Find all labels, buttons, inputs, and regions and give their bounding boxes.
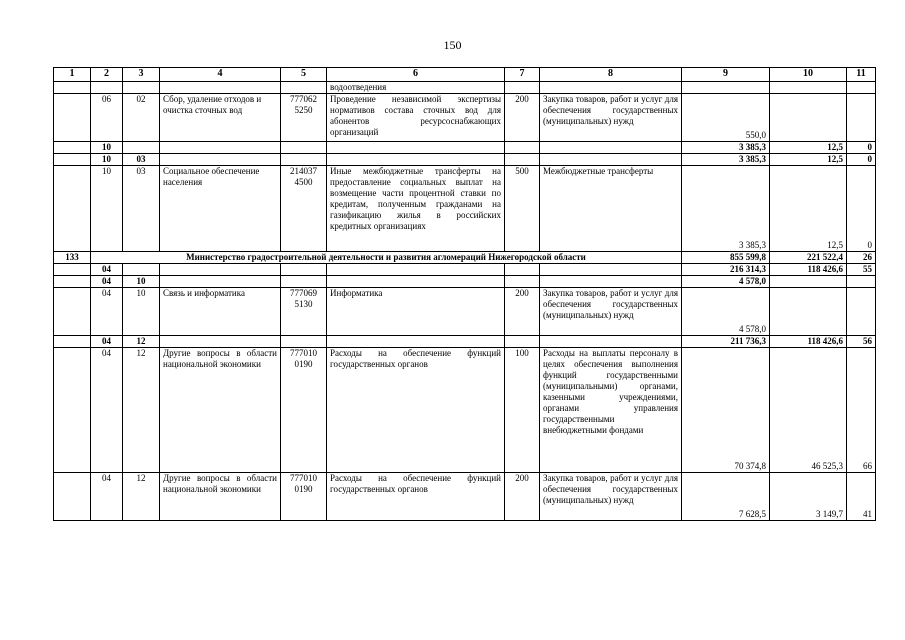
page-number: 150 <box>443 38 462 52</box>
col-header: 4 <box>160 68 281 82</box>
cell: 200 <box>505 94 540 142</box>
cell: Проведение независимой экспертизы нормативов состава сточных вод для абонентов ресурсоснабжающих организаций <box>327 94 505 142</box>
table-row <box>54 473 876 521</box>
col-header: 9 <box>682 68 770 82</box>
cell: 70 374,8 <box>682 348 770 473</box>
col-header: 7 <box>505 68 540 82</box>
cell: 3 385,3 <box>682 154 770 166</box>
cell: 118 426,6 <box>770 264 847 276</box>
cell: Социальное обеспечение населения <box>160 166 281 252</box>
cell: Связь и информатика <box>160 288 281 336</box>
table-row <box>54 82 876 94</box>
cell: 10 <box>91 166 123 252</box>
cell: 777010 0190 <box>281 348 327 473</box>
cell: 03 <box>123 166 160 252</box>
cell: 777069 5130 <box>281 288 327 336</box>
cell: 12,5 <box>770 142 847 154</box>
cell: 3 149,7 <box>770 473 847 521</box>
cell: 200 <box>505 288 540 336</box>
cell: 200 <box>505 473 540 521</box>
cell: 3 385,3 <box>682 142 770 154</box>
cell: водоотведения <box>327 82 505 94</box>
cell: 500 <box>505 166 540 252</box>
table-row <box>54 142 876 154</box>
cell: 214037 4500 <box>281 166 327 252</box>
header-row <box>54 68 876 82</box>
col-header: 11 <box>847 68 876 82</box>
table-row <box>54 166 876 252</box>
cell: Закупка товаров, работ и услуг для обеспечения государственных (муниципальных) нужд <box>540 94 682 142</box>
cell: 04 <box>91 276 123 288</box>
cell: 10 <box>123 276 160 288</box>
col-header: 5 <box>281 68 327 82</box>
table-row <box>54 154 876 166</box>
table-row <box>54 264 876 276</box>
cell: 12 <box>123 473 160 521</box>
cell: 10 <box>123 288 160 336</box>
cell: 0 <box>847 154 876 166</box>
cell: 4 578,0 <box>682 276 770 288</box>
cell: 55 <box>847 264 876 276</box>
cell: 0 <box>847 142 876 154</box>
cell: 41 <box>847 473 876 521</box>
cell: 10 <box>91 142 123 154</box>
cell: 216 314,3 <box>682 264 770 276</box>
cell: 12,5 <box>770 166 847 252</box>
col-header: 3 <box>123 68 160 82</box>
table-row <box>54 252 876 264</box>
cell: 221 522,4 <box>770 252 847 264</box>
cell: 12 <box>123 348 160 473</box>
table-row <box>54 348 876 473</box>
table-row <box>54 276 876 288</box>
cell: 04 <box>91 473 123 521</box>
cell: 118 426,6 <box>770 336 847 348</box>
cell: 03 <box>123 154 160 166</box>
col-header: 1 <box>54 68 91 82</box>
cell: 855 599,8 <box>682 252 770 264</box>
cell: 211 736,3 <box>682 336 770 348</box>
cell: Межбюджетные трансферты <box>540 166 682 252</box>
cell: 0 <box>847 166 876 252</box>
cell: 04 <box>91 264 123 276</box>
cell: 04 <box>91 348 123 473</box>
table-row <box>54 94 876 142</box>
cell: 100 <box>505 348 540 473</box>
cell: 3 385,3 <box>682 166 770 252</box>
cell: 777062 5250 <box>281 94 327 142</box>
col-header: 8 <box>540 68 682 82</box>
cell: 777010 0190 <box>281 473 327 521</box>
cell: Иные межбюджетные трансферты на предоставление социальных выплат на возмещение части процентной ставки по кредитам, полученным гражданами на газификацию жилья в российских кредитных организациях <box>327 166 505 252</box>
cell: Закупка товаров, работ и услуг для обеспечения государственных (муниципальных) нужд <box>540 288 682 336</box>
cell: 56 <box>847 336 876 348</box>
cell: Расходы на выплаты персоналу в целях обеспечения выполнения функций государственными (муниципальными) органами, казенными учреждениями, органами управления государственными внебюджетными фондами <box>540 348 682 473</box>
cell: 06 <box>91 94 123 142</box>
col-header: 10 <box>770 68 847 82</box>
cell: Расходы на обеспечение функций государственных органов <box>327 473 505 521</box>
budget-table <box>53 67 876 521</box>
cell: Расходы на обеспечение функций государственных органов <box>327 348 505 473</box>
table-row <box>54 336 876 348</box>
cell: 4 578,0 <box>682 288 770 336</box>
cell: 12,5 <box>770 154 847 166</box>
cell: 133 <box>54 252 91 264</box>
col-header: 2 <box>91 68 123 82</box>
cell: Закупка товаров, работ и услуг для обеспечения государственных (муниципальных) нужд <box>540 473 682 521</box>
cell: 04 <box>91 288 123 336</box>
cell: Сбор, удаление отходов и очистка сточных вод <box>160 94 281 142</box>
cell: 66 <box>847 348 876 473</box>
cell: 26 <box>847 252 876 264</box>
cell: 550,0 <box>682 94 770 142</box>
cell: Другие вопросы в области национальной экономики <box>160 348 281 473</box>
cell: 10 <box>91 154 123 166</box>
cell: 04 <box>91 336 123 348</box>
table-row <box>54 288 876 336</box>
cell: 12 <box>123 336 160 348</box>
cell: 7 628,5 <box>682 473 770 521</box>
cell: Другие вопросы в области национальной экономики <box>160 473 281 521</box>
col-header: 6 <box>327 68 505 82</box>
cell: 02 <box>123 94 160 142</box>
cell: 46 525,3 <box>770 348 847 473</box>
cell: Информатика <box>327 288 505 336</box>
ministry-title: Министерство градостроительной деятельности и развития агломераций Нижегородской области <box>91 252 682 264</box>
